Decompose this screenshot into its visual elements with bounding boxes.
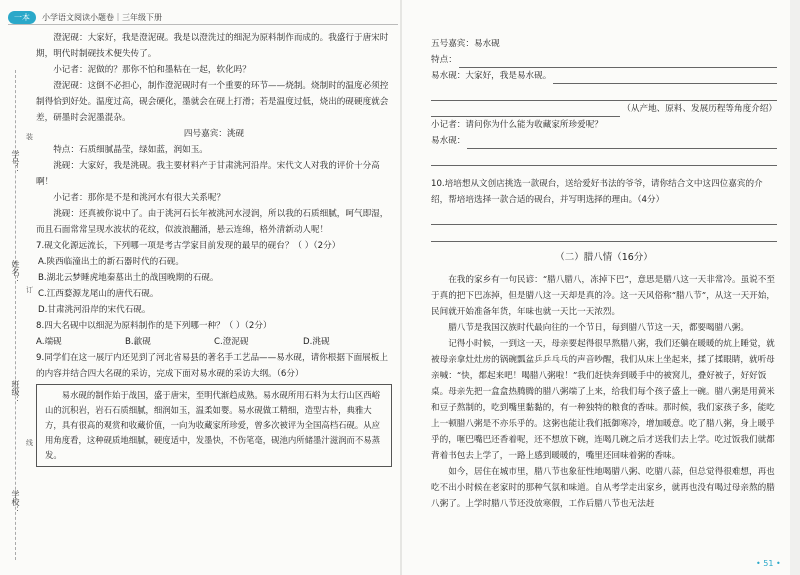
left-column bbox=[36, 30, 392, 467]
book-title: 小学语文阅读小题卷｜三年级下册 bbox=[42, 12, 162, 22]
paragraph: 澄泥砚：大家好，我是澄泥砚。我是以澄洗过的细泥为原料制作而成的。我盛行于唐宋时期，明代时制砚技术便失传了。 bbox=[36, 33, 389, 59]
margin-label-name: 姓名： bbox=[11, 260, 20, 284]
paragraph: 小记者：泥做的？那你不怕和墨粘在一起，软化吗？ bbox=[53, 65, 251, 75]
option-d: D.甘肃洮河沿岸的宋代石砚。 bbox=[38, 305, 151, 315]
answer-field[interactable] bbox=[431, 133, 777, 149]
answer-line[interactable] bbox=[431, 149, 777, 166]
paragraph: 记得小时候，一到这一天，母亲要起得很早熬腊八粥，我们还躺在暖暖的炕上睡觉，就被母亲拿灶灶房的锅碗瓢盆乒乒乓乓的声音吵醒，我们从床上坐起来，揉了揉眼睛，就听母亲喊：“快，都起来吧！喝腊八粥啦！”我们赶快奔到暖手中的被窝儿，叠好被子，好好饭桌。母亲先把一盒盒热腾腾的腊八粥端了上来，给我们每个孩子盛上一碗。腊八粥是用黄米和豆子熬制的，吃到嘴里黏黏的，有一种独特的粮食的香味。那时候，我们家孩子多，能吃上一顿腊八粥是不亦乐乎的。这粥也能让我们抵御寒冷，增加暖意。吃了腊八粥，身上暖乎乎的，咂巴嘴巴还香着呢，还不想放下碗，连喝几碗之后才送我们去上学。吃过饭我们就都背着书包去上学了，一路上感到暖暖的，嘴里还回味着粥的香味。 bbox=[431, 339, 775, 461]
paragraph: 小记者：那你是不是和洮河水有很大关系呢？ bbox=[53, 193, 226, 203]
page-header bbox=[8, 10, 162, 24]
margin-symbol-3: 线 bbox=[26, 439, 33, 447]
question-8: 8.四大名砚中以细泥为原料制作的是下列哪一种？（ ）（2分） bbox=[36, 321, 272, 331]
guest-heading: 四号嘉宾：洮砚 bbox=[183, 129, 245, 139]
answer-line[interactable] bbox=[431, 104, 620, 117]
paragraph: 特点：石质细腻晶莹，绿如蓝，润如玉。 bbox=[53, 145, 208, 155]
margin-symbol-1: 装 bbox=[26, 133, 33, 141]
exhibit-text: 易水砚的制作始于战国，盛于唐宋，至明代渐趋成熟。易水砚所用石料为太行山区西峪山的沉积岩，岩石石质细腻，细润如玉，温柔如婴。易水砚做工精细，造型古朴，典雅大方，具有很高的观赏和收藏价值，一向为收藏家所珍爱，曾多次被评为全国高档石砚。从应用角度看，这种砚质地细腻，硬度适中，发墨快，不伤笔毫，砚池内所储墨汁滋润而不易蒸发。 bbox=[45, 390, 381, 460]
section-title: （二）腊八情（16分） bbox=[555, 252, 653, 263]
answer-line[interactable] bbox=[431, 225, 777, 242]
page-fold bbox=[400, 0, 402, 575]
intro-field[interactable] bbox=[431, 68, 777, 84]
margin-label-class: 班级： bbox=[11, 380, 20, 404]
answer-label: 易水砚： bbox=[431, 136, 466, 146]
paragraph: 洮砚：大家好，我是洮砚。我主要材料产于甘肃洮河沿岸。宋代文人对我的评价十分高啊！ bbox=[36, 161, 380, 187]
answer-line[interactable] bbox=[553, 71, 777, 84]
question-10: 10.培培想从文创店挑选一款砚台，送给爱好书法的爷爷，请你结合文中这四位嘉宾的介绍，帮培培选择一款合适的砚台，并写明选择的理由。（4分） bbox=[431, 179, 763, 205]
feature-field[interactable] bbox=[431, 52, 777, 68]
option-b: B.歙砚 bbox=[125, 337, 151, 347]
question-8-options bbox=[36, 334, 392, 350]
margin-label-student-id: 学号： bbox=[11, 150, 20, 174]
paragraph: 洮砚：还真被你说中了。由于洮河石长年被洮河水浸润，所以我的石质细腻，呵气即湿，而且石面常常呈现水波状的花纹，似波浪翻涌，悬云连绵，格外清新动人呢！ bbox=[36, 209, 389, 235]
option-c: C.江西婺源龙尾山的唐代石砚。 bbox=[38, 289, 159, 299]
answer-line[interactable] bbox=[467, 136, 777, 149]
paragraph: 澄泥砚：这倒不必担心，制作澄泥砚时有一个重要的环节——烧制。烧制时的温度必须控制得恰到好处。温度过高，砚会硬化，墨就会在砚上打滑；若是温度过低，烧出的砚硬度就会差，研墨时会泥墨混杂。 bbox=[36, 81, 389, 123]
option-a: A.陕西临潼出土的新石器时代的石砚。 bbox=[38, 257, 184, 267]
exhibit-board bbox=[36, 384, 392, 467]
paragraph: 如今，居住在城市里，腊八节也象征性地喝腊八粥、吃腊八蒜，但总觉得很难想，再也吃不出小时候在老家时的那种气氛和味道。自从考学走出家乡，就再也没有喝过母亲熬的腊八粥了。上学时腊八节还没放寒假，工作后腊八节也无法赶 bbox=[431, 467, 775, 509]
answer-line[interactable] bbox=[459, 55, 777, 68]
guest-5-heading: 五号嘉宾：易水砚 bbox=[431, 39, 500, 49]
margin-label-school: 学校： bbox=[11, 490, 20, 514]
option-c: C.澄泥砚 bbox=[214, 337, 249, 347]
right-column bbox=[431, 36, 777, 512]
question-9: 9.同学们在这一展厅内还见到了河北省易县的著名手工艺品——易水砚，请你根据下面展板上的内容并结合四大名砚的采访，完成下面对易水砚的采访大纲。（6分） bbox=[36, 353, 388, 379]
paragraph: 腊八节是我国汉族时代最向往的一个节日，每到腊八节这一天，都要喝腊八粥。 bbox=[448, 323, 749, 333]
header-divider bbox=[8, 24, 398, 25]
binding-margin bbox=[0, 70, 36, 570]
page-edge bbox=[790, 0, 800, 575]
hint-text: （从产地、原料、发展历程等角度介绍） bbox=[622, 104, 777, 114]
answer-line[interactable] bbox=[431, 208, 777, 225]
feature-label: 特点： bbox=[431, 55, 457, 65]
option-a: A.端砚 bbox=[36, 337, 62, 347]
intro-label: 易水砚：大家好，我是易水砚。 bbox=[431, 71, 552, 81]
page-number-value: 51 bbox=[763, 559, 774, 568]
option-d: D.洮砚 bbox=[303, 337, 330, 347]
paragraph: 在我的家乡有一句民谚：“腊八腊八，冻掉下巴”，意思是腊八这一天非常冷。虽说不至于真的把下巴冻掉，但是腊八这一天却是真的冷。这一天风俗称“腊八节”，从这一天开始，民间就开始准备年货，年味也就一天比一天浓烈。 bbox=[431, 275, 775, 317]
hint-field[interactable] bbox=[431, 101, 777, 117]
cut-line bbox=[15, 70, 16, 560]
answer-line[interactable] bbox=[431, 84, 777, 101]
option-b: B.湖北云梦睡虎地秦墓出土的战国晚期的石砚。 bbox=[38, 273, 219, 283]
reporter-question: 小记者：请问你为什么能为收藏家所珍爱呢？ bbox=[431, 120, 603, 130]
question-7: 7.砚文化源远流长，下列哪一项是考古学家目前发现的最早的砚台？（ ）（2分） bbox=[36, 241, 341, 251]
brand-logo: 一本 bbox=[8, 11, 36, 24]
page-number: • 51 • bbox=[756, 559, 781, 568]
margin-symbol-2: 订 bbox=[26, 286, 33, 294]
